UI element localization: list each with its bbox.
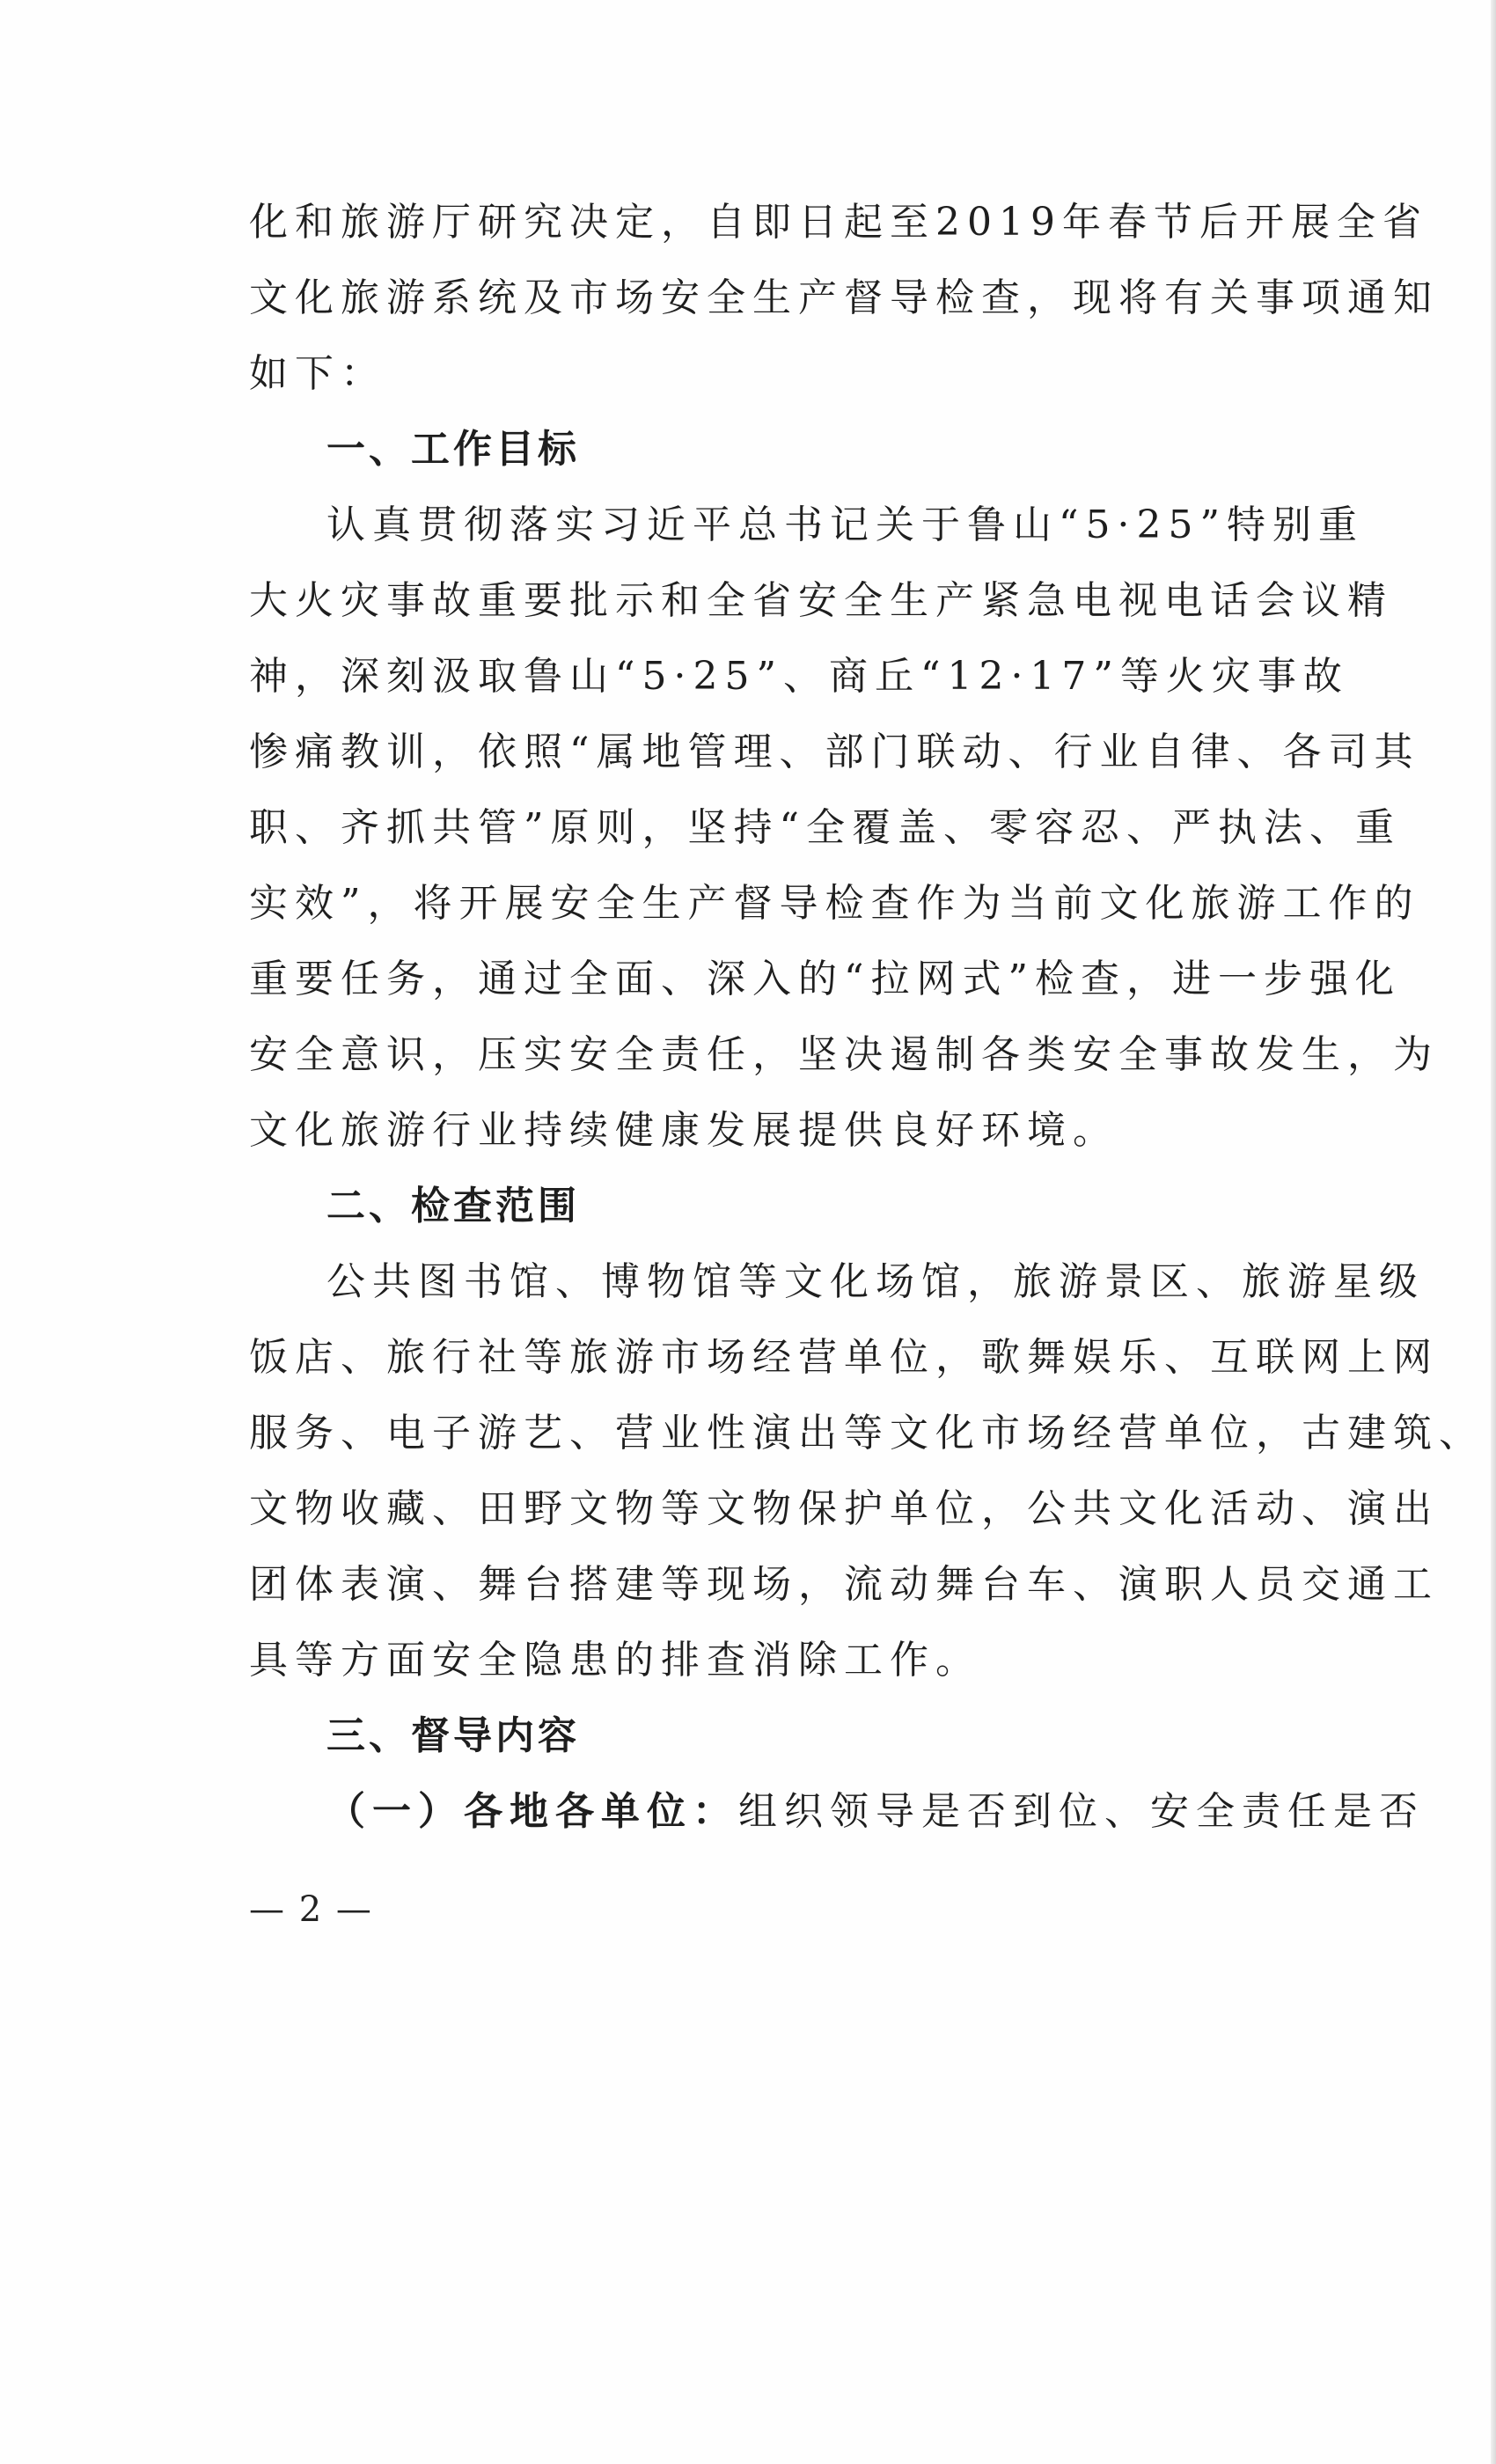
goals-line-6: 实效”，将开展安全生产督导检查作为当前文化旅游工作的 [249,881,1420,926]
scope-line-4: 文物收藏、田野文物等文物保护单位，公共文化活动、演出 [249,1486,1439,1531]
scope-line-1: 公共图书馆、博物馆等文化场馆，旅游景区、旅游星级 [326,1259,1425,1304]
goals-line-2: 大火灾事故重要批示和全省安全生产紧急电视电话会议精 [249,578,1393,623]
intro-line-2: 文化旅游系统及市场安全生产督导检查，现将有关事项通知 [249,275,1439,320]
goals-line-4: 惨痛教训，依照“属地管理、部门联动、行业自律、各司其 [249,730,1420,774]
scan-edge-shadow [1491,0,1496,2464]
intro-line-1: 化和旅游厅研究决定，自即日起至2019年春节后开展全省 [249,200,1428,245]
goals-line-7: 重要任务，通过全面、深入的“拉网式”检查，进一步强化 [249,957,1401,1001]
scope-line-2: 饭店、旅行社等旅游市场经营单位，歌舞娱乐、互联网上网 [249,1335,1439,1380]
subsection-text: 组织领导是否到位、安全责任是否 [738,1789,1425,1834]
goals-line-3: 神，深刻汲取鲁山“5·25”、商丘“12·17”等火灾事故 [249,654,1349,699]
scope-line-5: 团体表演、舞台搭建等现场，流动舞台车、演职人员交通工 [249,1562,1439,1607]
content-line-1 [249,1774,1425,1850]
goals-line-5: 职、齐抓共管”原则，坚持“全覆盖、零容忍、严执法、重 [249,805,1401,850]
section-heading-goals: 一、工作目标 [326,427,580,472]
goals-line-9: 文化旅游行业持续健康发展提供良好环境。 [249,1108,1118,1153]
scope-line-6: 具等方面安全隐患的排查消除工作。 [249,1638,981,1683]
page-number: — 2 — [249,1889,373,1930]
intro-line-3: 如下： [249,351,386,396]
goals-line-1: 认真贯彻落实习近平总书记关于鲁山“5·25”特别重 [326,502,1364,547]
section-heading-content: 三、督导内容 [326,1713,580,1758]
document-body [249,185,1485,1850]
section-heading-scope: 二、检查范围 [326,1184,580,1228]
subsection-heading-units: （一）各地各单位： [326,1789,738,1834]
goals-line-8: 安全意识，压实安全责任，坚决遏制各类安全事故发生，为 [249,1032,1439,1077]
scope-line-3: 服务、电子游艺、营业性演出等文化市场经营单位，古建筑、 [249,1411,1485,1456]
